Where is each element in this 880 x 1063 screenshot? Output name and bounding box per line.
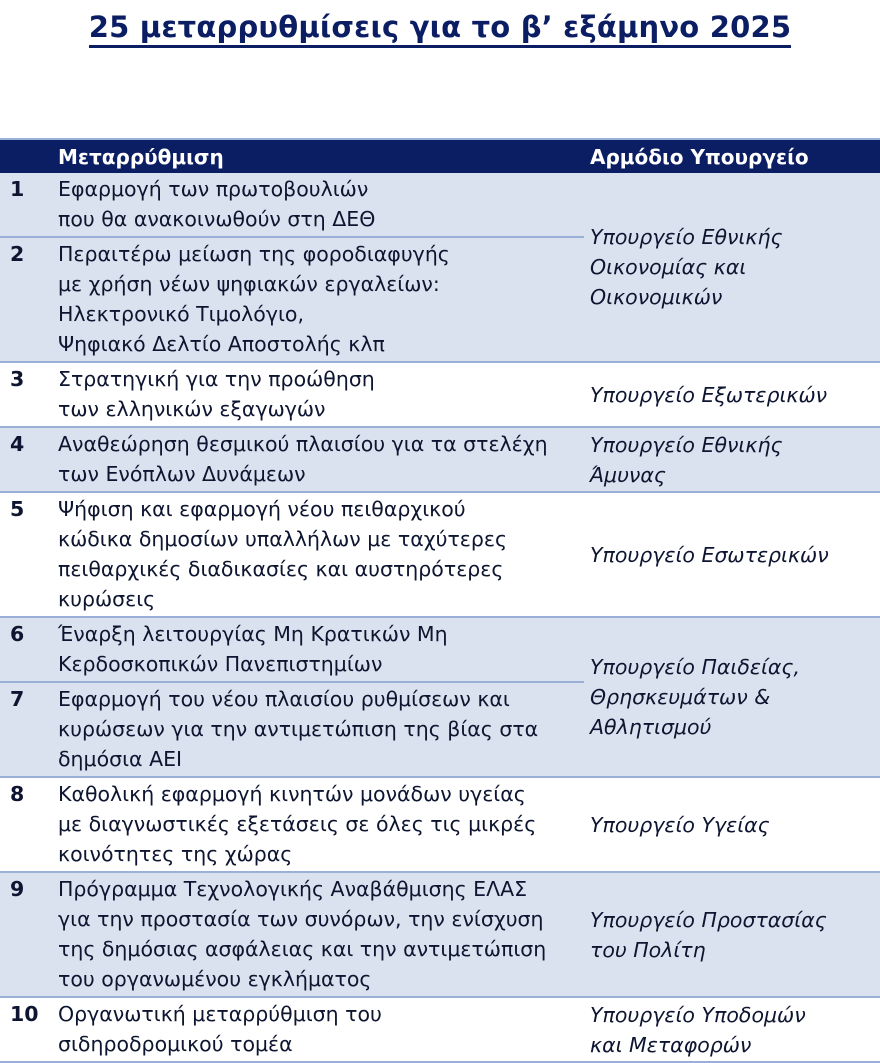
row-number: 8 [0, 777, 48, 872]
reform-cell [48, 362, 584, 427]
reform-line: κυρώσεων για την αντιμετώπιση της βίας στα [58, 717, 539, 741]
reform-line: που θα ανακοινωθούν στη ΔΕΘ [58, 207, 376, 231]
ministry-line: Οικονομίας και [590, 255, 747, 279]
row-number: 4 [0, 427, 48, 492]
reform-line: με χρήση νέων ψηφιακών εργαλείων: [58, 272, 440, 296]
reform-cell [48, 173, 584, 237]
table-row [0, 777, 880, 872]
ministry-line: Άμυνας [590, 462, 666, 487]
ministry-line: Οικονομικών [590, 285, 723, 309]
reform-line: Περαιτέρω μείωση της φοροδιαφυγής [58, 242, 450, 266]
header-number [0, 139, 48, 173]
row-number: 9 [0, 872, 48, 997]
table-row [0, 492, 880, 617]
row-number: 6 [0, 617, 48, 682]
ministry-line: Αθλητισμού [590, 715, 712, 739]
ministry-cell [584, 997, 880, 1062]
reform-line: Οργανωτική μεταρρύθμιση του [58, 1002, 382, 1026]
reform-line: Καθολική εφαρμογή κινητών μονάδων υγείας [58, 782, 526, 806]
reform-line: Ψηφιακό Δελτίο Αποστολής κλπ [58, 332, 385, 356]
row-number: 10 [0, 997, 48, 1062]
reform-line: για την προστασία των συνόρων, την ενίσχυση [58, 907, 544, 931]
ministry-line: Υπουργείο Εθνικής [590, 225, 783, 249]
ministry-line: του Πολίτη [590, 937, 706, 962]
page-title-text: 25 μεταρρυθμίσεις για το β’ εξάμηνο 2025 [89, 10, 792, 48]
row-number: 3 [0, 362, 48, 427]
reform-line: σιδηροδρομικού τομέα [58, 1032, 293, 1056]
reform-cell [48, 777, 584, 872]
row-number: 5 [0, 492, 48, 617]
row-number: 1 [0, 173, 48, 237]
reform-cell [48, 872, 584, 997]
ministry-line: Υπουργείο Υγείας [590, 812, 770, 837]
ministry-cell [584, 427, 880, 492]
reform-line: δημόσια ΑΕΙ [58, 747, 183, 771]
reform-line: των Ενόπλων Δυνάμεων [58, 462, 306, 486]
header-reform: Μεταρρύθμιση [48, 139, 584, 173]
reform-line: Κερδοσκοπικών Πανεπιστημίων [58, 652, 383, 676]
reform-line: Εφαρμογή των πρωτοβουλιών [58, 177, 369, 201]
ministry-cell [584, 777, 880, 872]
ministry-line: Υπουργείο Παιδείας, [590, 655, 800, 679]
table-row [0, 997, 880, 1062]
table-row [0, 872, 880, 997]
row-number: 7 [0, 682, 48, 777]
reform-line: πειθαρχικές διαδικασίες και αυστηρότερες [58, 557, 504, 581]
ministry-cell [584, 173, 880, 362]
ministry-line: Υπουργείο Προστασίας [590, 907, 827, 932]
reform-line: Ψήφιση και εφαρμογή νέου πειθαρχικού [58, 497, 466, 521]
reform-line: Αναθεώρηση θεσμικού πλαισίου για τα στελέχη [58, 432, 548, 456]
reform-cell [48, 997, 584, 1062]
reform-line: Εφαρμογή του νέου πλαισίου ρυθμίσεων και [58, 687, 510, 711]
reforms-table [0, 138, 880, 1063]
row-number: 2 [0, 237, 48, 362]
reform-cell [48, 617, 584, 682]
table-row [0, 362, 880, 427]
ministry-line: Υπουργείο Εσωτερικών [590, 542, 829, 567]
reform-cell [48, 682, 584, 777]
reform-line: Στρατηγική για την προώθηση [58, 367, 375, 391]
ministry-cell [584, 872, 880, 997]
reform-line: κυρώσεις [58, 587, 156, 611]
ministry-line: Θρησκευμάτων & [590, 685, 771, 709]
reform-line: Έναρξη λειτουργίας Μη Κρατικών Μη [58, 622, 448, 646]
ministry-line: Υπουργείο Υποδομών [590, 1002, 806, 1027]
table-row [0, 617, 880, 682]
reform-line: με διαγνωστικές εξετάσεις σε όλες τις μικρές [58, 812, 537, 836]
ministry-cell [584, 617, 880, 777]
reform-line: κώδικα δημοσίων υπαλλήλων με ταχύτερες [58, 527, 508, 551]
reform-line: του οργανωμένου εγκλήματος [58, 967, 372, 991]
reform-line: Πρόγραμμα Τεχνολογικής Αναβάθμισης ΕΛΑΣ [58, 877, 528, 901]
table-header-row [0, 139, 880, 173]
reform-line: κοινότητες της χώρας [58, 842, 293, 866]
table-row [0, 427, 880, 492]
ministry-cell [584, 492, 880, 617]
ministry-line: Υπουργείο Εθνικής [590, 432, 783, 457]
ministry-line: και Μεταφορών [590, 1032, 752, 1057]
reform-cell [48, 427, 584, 492]
table-row [0, 173, 880, 237]
reform-cell [48, 237, 584, 362]
reform-cell [48, 492, 584, 617]
reform-line: των ελληνικών εξαγωγών [58, 397, 326, 421]
header-ministry: Αρμόδιο Υπουργείο [584, 139, 880, 173]
page-title [0, 10, 880, 44]
reform-line: Ηλεκτρονικό Τιμολόγιο, [58, 302, 304, 326]
ministry-line: Υπουργείο Εξωτερικών [590, 382, 828, 407]
ministry-cell [584, 362, 880, 427]
reform-line: της δημόσιας ασφάλειας και την αντιμετώπιση [58, 937, 547, 961]
